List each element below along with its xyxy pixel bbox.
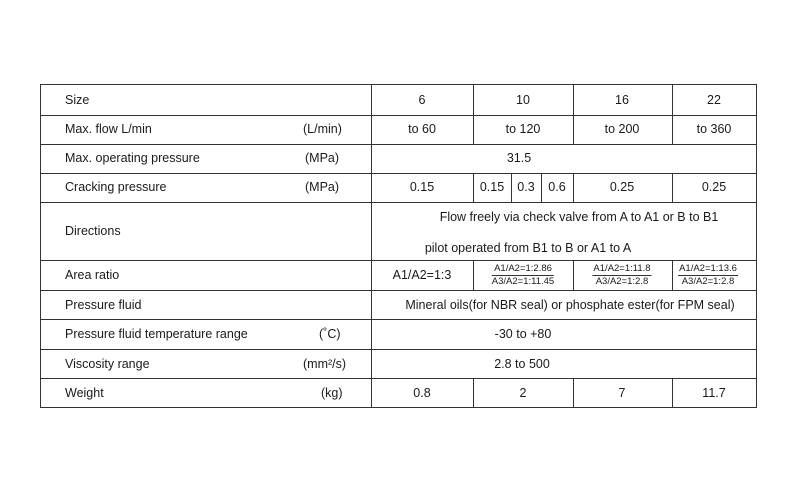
area-ratio-10-den: A3/A2=1:11.45	[491, 276, 555, 287]
area-ratio-16-den: A3/A2=1:2.8	[595, 276, 649, 287]
weight-6: 0.8	[413, 386, 431, 400]
max-flow-16: to 200	[604, 122, 640, 136]
col-divider	[511, 173, 512, 202]
cracking-unit: (MPa)	[305, 180, 340, 194]
temp-value: -30 to +80	[494, 327, 552, 341]
area-ratio-10	[492, 264, 554, 287]
size-10: 10	[516, 93, 530, 107]
col-divider	[371, 85, 372, 407]
viscosity-label: Viscosity range	[65, 357, 150, 371]
weight-16: 7	[618, 386, 626, 400]
directions-label: Directions	[65, 224, 121, 238]
col-divider	[672, 173, 673, 202]
area-ratio-label: Area ratio	[65, 268, 120, 282]
col-divider	[672, 378, 673, 407]
fluid-value: Mineral oils(for NBR seal) or phosphate ester(for FPM seal)	[405, 298, 735, 312]
directions-line-1: Flow freely via check valve from A to A1 or B to B1	[439, 210, 719, 224]
area-ratio-16	[592, 264, 651, 287]
col-divider	[672, 85, 673, 144]
col-divider	[573, 378, 574, 407]
area-ratio-10-num: A1/A2=1:2.86	[492, 264, 554, 276]
weight-unit: (kg)	[321, 386, 343, 400]
row-divider	[41, 173, 756, 174]
area-ratio-6: A1/A2=1:3	[392, 268, 452, 282]
col-divider	[473, 85, 474, 144]
max-pressure-value: 31.5	[506, 151, 532, 165]
max-flow-22: to 360	[696, 122, 732, 136]
size-label: Size	[65, 93, 90, 107]
directions-line-2: pilot operated from B1 to B or A1 to A	[424, 241, 632, 255]
col-divider	[473, 260, 474, 290]
cracking-10c: 0.6	[548, 180, 566, 194]
max-flow-unit: (L/min)	[303, 122, 342, 136]
area-ratio-16-num: A1/A2=1:11.8	[593, 263, 651, 274]
size-6: 6	[418, 93, 426, 107]
area-ratio-22	[678, 264, 738, 287]
row-divider	[41, 144, 756, 145]
max-flow-10: to 120	[505, 122, 541, 136]
cracking-10b: 0.3	[517, 180, 535, 194]
max-flow-6: to 60	[408, 122, 436, 136]
temp-label: Pressure fluid temperature range	[65, 327, 248, 341]
viscosity-value: 2.8 to 500	[494, 357, 550, 371]
cracking-22: 0.25	[701, 180, 727, 194]
col-divider	[473, 378, 474, 407]
area-ratio-22-num: A1/A2=1:13.6	[679, 263, 737, 274]
spec-table	[40, 84, 757, 408]
row-divider	[41, 349, 756, 350]
row-divider	[41, 115, 756, 116]
col-divider	[541, 173, 542, 202]
viscosity-unit: (mm²/s)	[303, 357, 347, 371]
col-divider	[672, 260, 673, 290]
row-divider	[41, 319, 756, 320]
col-divider	[573, 260, 574, 290]
col-divider	[573, 173, 574, 202]
fluid-label: Pressure fluid	[65, 298, 142, 312]
col-divider	[573, 85, 574, 144]
row-divider	[41, 260, 756, 261]
size-16: 16	[615, 93, 629, 107]
cracking-6: 0.15	[409, 180, 435, 194]
weight-10: 2	[519, 386, 527, 400]
col-divider	[473, 173, 474, 202]
cracking-10a: 0.15	[479, 180, 505, 194]
cracking-16: 0.25	[609, 180, 635, 194]
max-flow-label: Max. flow L/min	[65, 122, 152, 136]
cracking-label: Cracking pressure	[65, 180, 167, 194]
temp-unit: (˚C)	[319, 327, 341, 341]
max-pressure-unit: (MPa)	[305, 151, 340, 165]
area-ratio-22-den: A3/A2=1:2.8	[681, 276, 735, 287]
size-22: 22	[707, 93, 721, 107]
max-pressure-label: Max. operating pressure	[65, 151, 200, 165]
row-divider	[41, 290, 756, 291]
row-divider	[41, 378, 756, 379]
weight-22: 11.7	[702, 386, 726, 400]
row-divider	[41, 202, 756, 203]
weight-label: Weight	[65, 386, 104, 400]
